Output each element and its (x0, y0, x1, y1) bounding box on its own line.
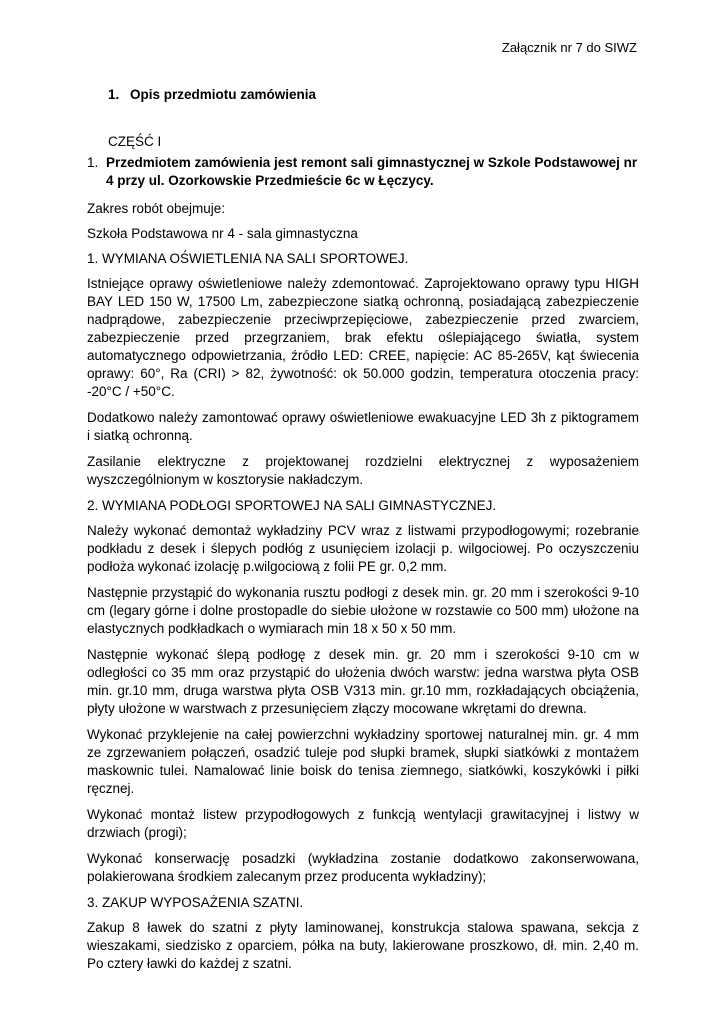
paragraph-benches: Zakup 8 ławek do szatni z płyty laminowanej, konstrukcja stalowa spawana, sekcja z wieszakami, siedzisko z oparciem, półka na buty, lakierowane proszkowo, dł. min. 2,40 m. Po cztery ławki do każdej z szatni. (87, 920, 639, 971)
paragraph-skirting: Wykonać montaż listew przypodłogowych z funkcją wentylacji grawitacyjnej i listwy w drzwiach (progi); (87, 807, 639, 840)
paragraph-floor-framework: Następnie przystąpić do wykonania rusztu podłogi z desek min. gr. 20 mm i szerokości 9-10 cm (legary górne i dolne prostopadle do siebie ułożone w rozstawie co 500 mm) ułożone na elastycznych podkładkach o wymiarach min 18 x 50 x 50 mm. (87, 585, 639, 636)
heading-locker-room: 3. ZAKUP WYPOSAŻENIA SZATNI. (87, 895, 304, 910)
school-name: Szkoła Podstawowa nr 4 - sala gimnastyczna (87, 226, 358, 241)
paragraph-lighting-fixtures: Istniejące oprawy oświetleniowe należy zdemontować. Zaprojektowano oprawy typu HIGH BAY LED 150 W, 17500 Lm, zabezpieczone siatką ochronną, posiadającą zabezpieczenie nadprądowe, zabezpieczenie przeciwprzepięciowe, zabezpieczenie przed zwarciem, zabezpieczenie przed przegrzaniem, brak efektu oślepiającego światła, system automatycznego odpowietrzania, źródło LED: CREE, napięcie: AC 85-265V, kąt świecenia oprawy: 60°, Ra (CRI) > 82, żywotność: ok 50.000 godzin, temperatura otoczenia pracy: -20°C / +50°C. (87, 276, 639, 399)
section-number: 1. (108, 87, 120, 102)
paragraph-floor-demolition: Należy wykonać demontaż wykładziny PCV wraz z listwami przypodłogowymi; rozebranie podkładu z desek i ślepych podłóg z usunięciem izolacji p. wilgociowej. Po oczyszczeniu podłoża wykonać izolację p.wilgociową z folii PE gr. 0,2 mm. (87, 523, 639, 574)
part-label: CZĘŚĆ I (108, 134, 162, 149)
subject-text: Przedmiotem zamówienia jest remont sali gimnastycznej w Szkole Podstawowej nr 4 przy ul. Ozorkowskie Przedmieście 6c w Łęczycy. (106, 155, 638, 188)
heading-lighting: 1. WYMIANA OŚWIETLENIA NA SALI SPORTOWEJ. (87, 251, 409, 266)
section-heading (108, 86, 316, 103)
section-title: Opis przedmiotu zamówienia (130, 87, 317, 102)
subject-item (87, 154, 639, 190)
document-body (87, 154, 639, 981)
scope-intro: Zakres robót obejmuje: (87, 201, 226, 216)
paragraph-floor-covering: Wykonać przyklejenie na całej powierzchni wykładziny sportowej naturalnej min. gr. 4 mm ze zgrzewaniem połączeń, osadzić tuleje pod słupki bramek, słupki siatkówki z montażem maskownic tulei. Namalować linie boisk do tenisa ziemnego, siatkówki, koszykówki i piłki ręcznej. (87, 727, 639, 796)
subject-number: 1. (87, 155, 99, 170)
heading-floor: 2. WYMIANA PODŁOGI SPORTOWEJ NA SALI GIMNASTYCZNEJ. (87, 498, 497, 513)
attachment-label: Załącznik nr 7 do SIWZ (501, 40, 637, 55)
paragraph-power-supply: Zasilanie elektryczne z projektowanej rozdzielni elektrycznej z wyposażeniem wyszczególnionym w kosztorysie nakładczym. (87, 454, 639, 487)
paragraph-emergency-lighting: Dodatkowo należy zamontować oprawy oświetleniowe ewakuacyjne LED 3h z piktogramem i siatką ochronną. (87, 410, 639, 443)
paragraph-floor-maintenance: Wykonać konserwację posadzki (wykładzina zostanie dodatkowo zakonserwowana, polakierowana środkiem zalecanym przez producenta wykładziny); (87, 851, 639, 884)
paragraph-subfloor: Następnie wykonać ślepą podłogę z desek min. gr. 20 mm i szerokości 9-10 cm w odległości co 35 mm oraz przystąpić do ułożenia dwóch warstw: jedna warstwa płyta OSB min. gr.10 mm, druga warstwa płyta OSB V313 min. gr.10 mm, rozkładających obciążenia, płyty ułożone w warstwach z przesunięciem złączy mocowane wkrętami do drewna. (87, 647, 639, 716)
